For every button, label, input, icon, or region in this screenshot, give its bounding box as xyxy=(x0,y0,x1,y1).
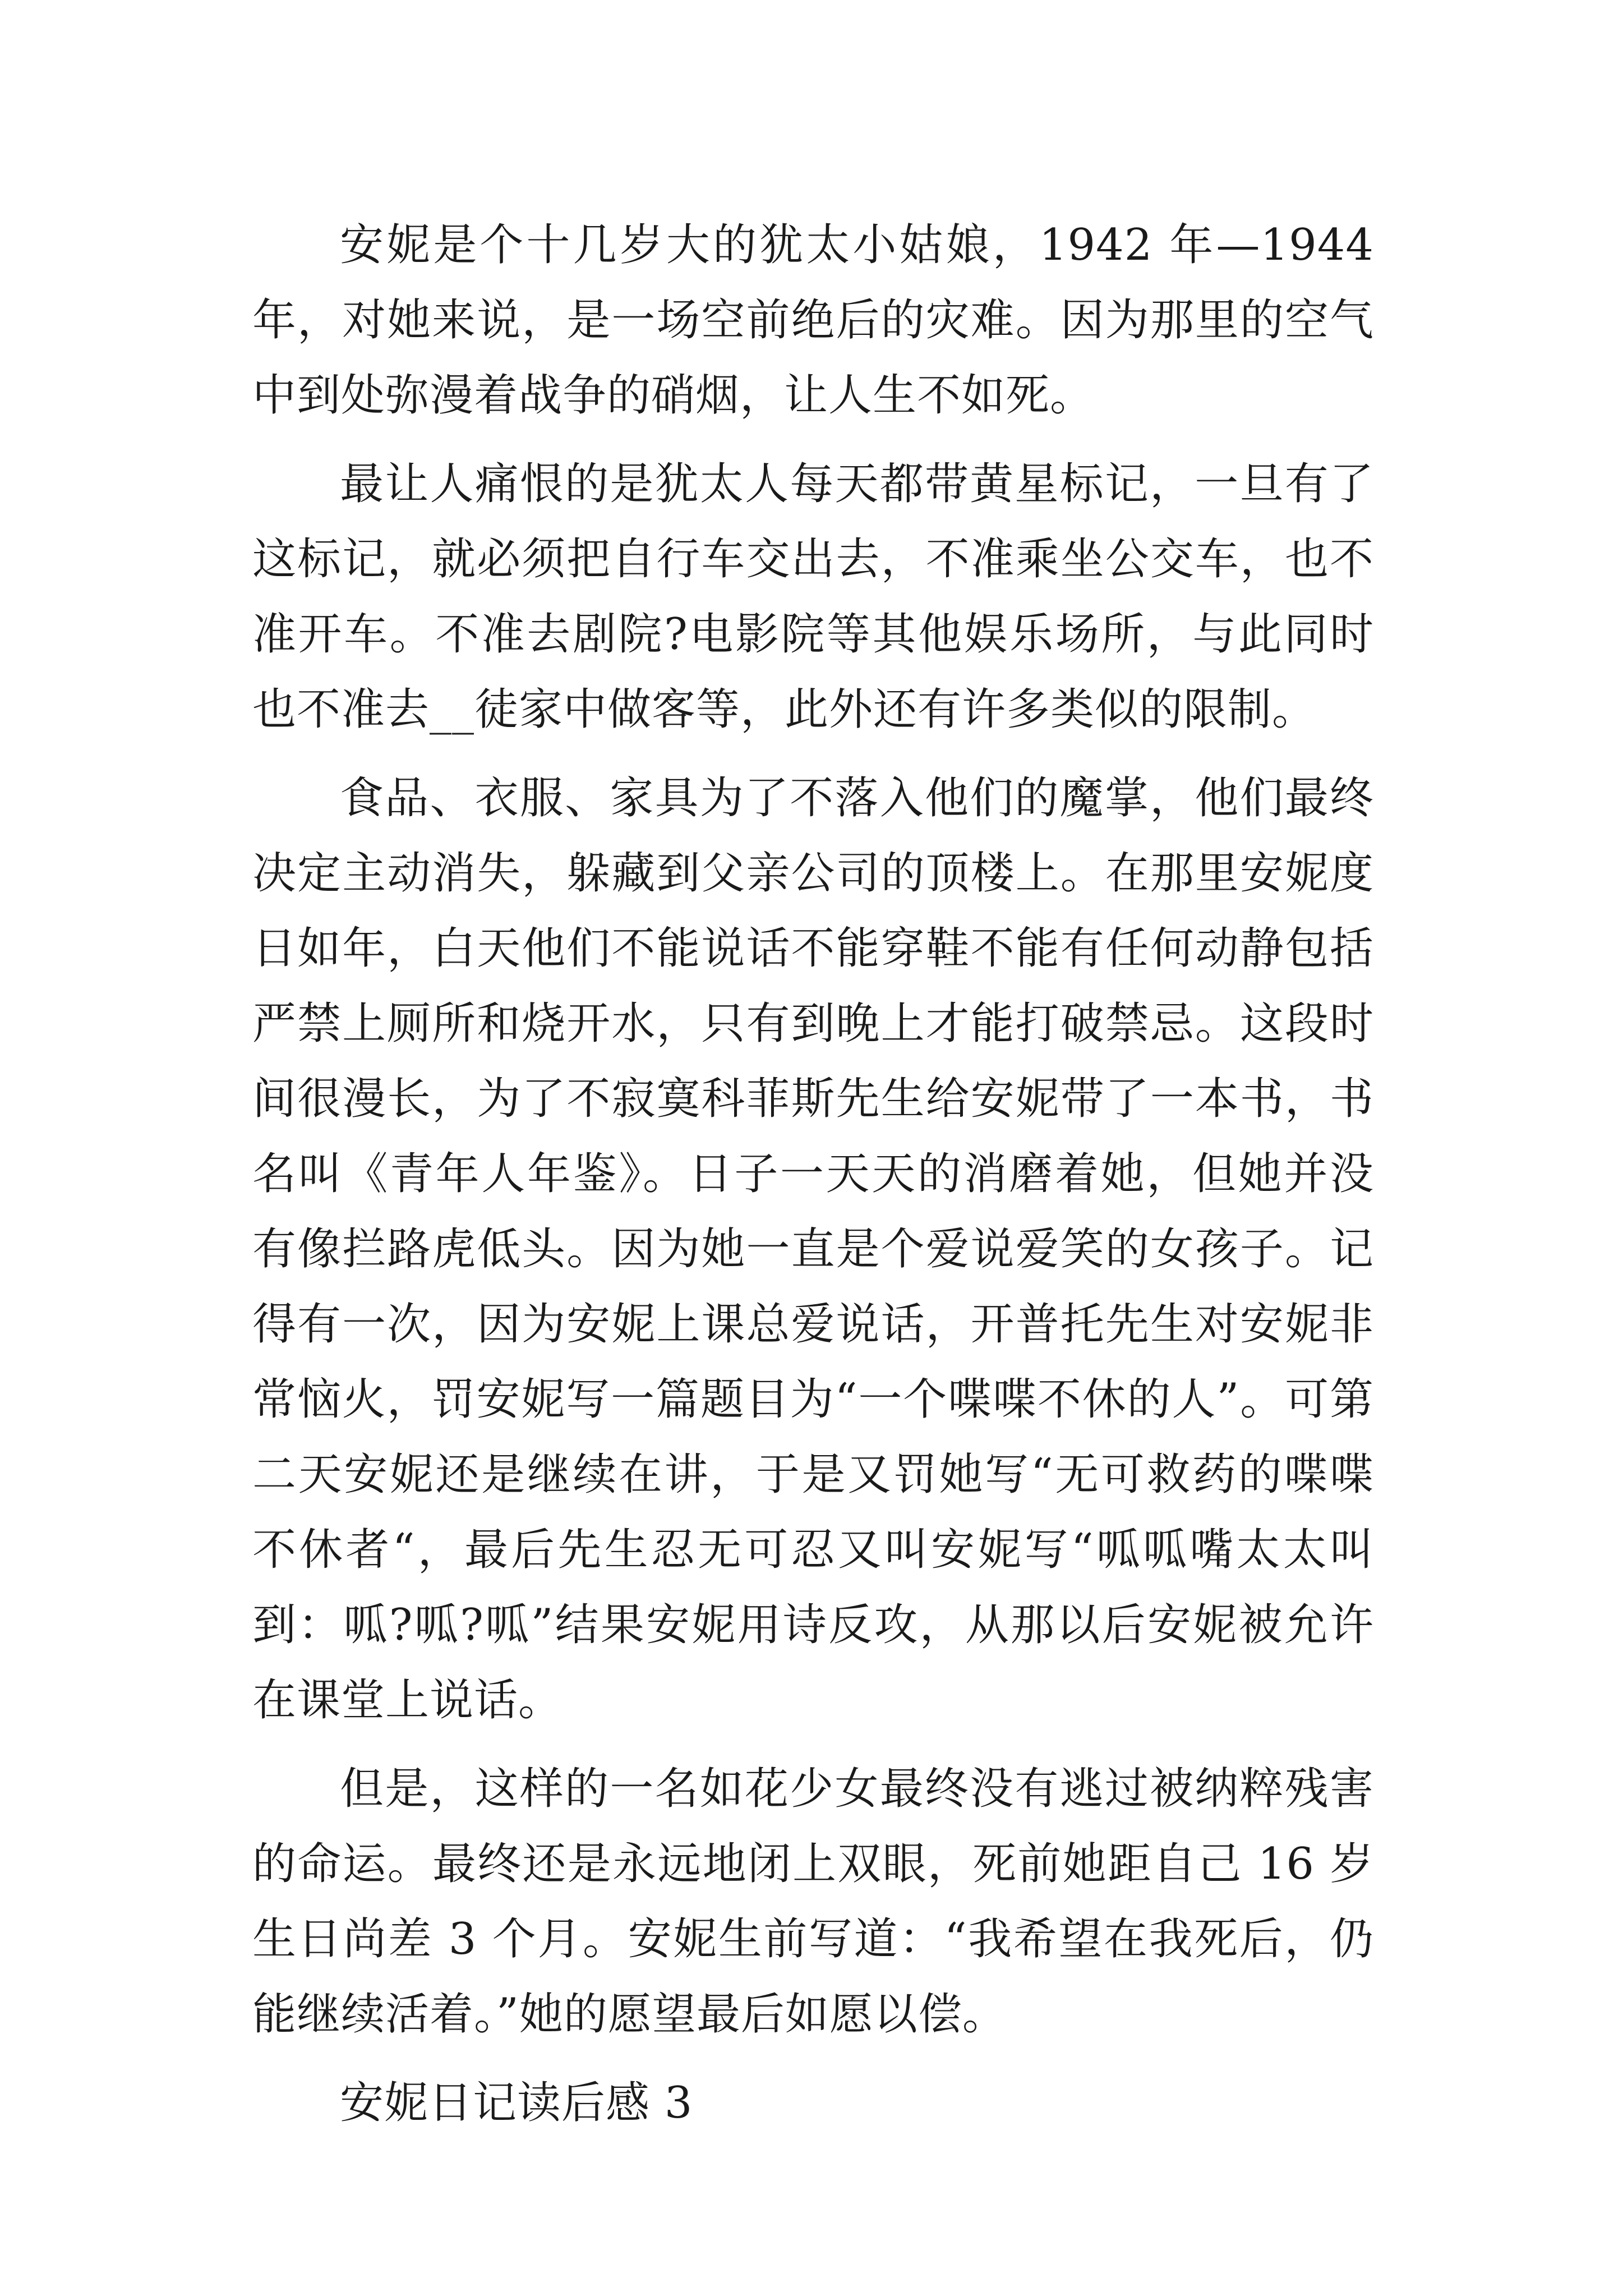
paragraph-4: 但是，这样的一名如花少女最终没有逃过被纳粹残害的命运。最终还是永远地闭上双眼，死前她距自己 16 岁生日尚差 3 个月。安妮生前写道：“我希望在我死后，仍能继续活着。”她的愿望最后如愿以偿。 xyxy=(252,1764,1374,2040)
document-page xyxy=(252,208,1374,2141)
paragraph-2: 最让人痛恨的是犹太人每天都带黄星标记，一旦有了这标记，就必须把自行车交出去，不准乘坐公交车，也不准开车。不准去剧院?电影院等其他娱乐场所，与此同时也不准去__徒家中做客等，此外还有许多类似的限制。 xyxy=(252,459,1374,735)
paragraph-1: 安妮是个十几岁大的犹太小姑娘，1942 年—1944 年，对她来说，是一场空前绝后的灾难。因为那里的空气中到处弥漫着战争的硝烟，让人生不如死。 xyxy=(252,220,1374,421)
paragraph-3: 食品、衣服、家具为了不落入他们的魔掌，他们最终决定主动消失，躲藏到父亲公司的顶楼上。在那里安妮度日如年，白天他们不能说话不能穿鞋不能有任何动静包括严禁上厕所和烧开水，只有到晚上才能打破禁忌。这段时间很漫长，为了不寂寞科菲斯先生给安妮带了一本书，书名叫《青年人年鉴》。日子一天天的消磨着她，但她并没有像拦路虎低头。因为她一直是个爱说爱笑的女孩子。记得有一次，因为安妮上课总爱说话，开普托先生对安妮非常恼火，罚安妮写一篇题目为“一个喋喋不休的人”。可第二天安妮还是继续在讲，于是又罚她写“无可救药的喋喋不休者“，最后先生忍无可忍又叫安妮写“呱呱嘴太太叫到：呱?呱?呱”结果安妮用诗反攻，从那以后安妮被允许在课堂上说话。 xyxy=(252,773,1374,1726)
section-heading: 安妮日记读后感 3 xyxy=(340,2078,693,2128)
